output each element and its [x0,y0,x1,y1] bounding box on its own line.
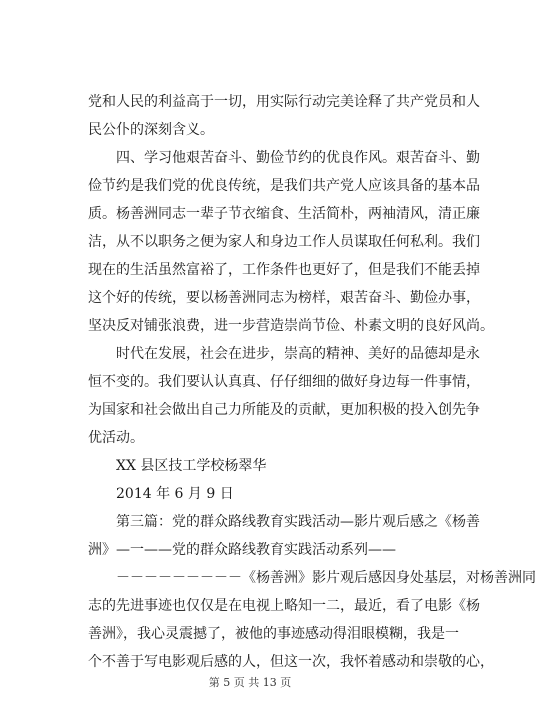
text-line: 洁，从不以职务之便为家人和身边工作人员谋取任何私利。我们 [88,234,480,250]
text-line: 个不善于写电影观后感的人，但这一次，我怀着感动和崇敬的心， [88,654,494,670]
text-line: 四、学习他艰苦奋斗、勤俭节约的优良作风。艰苦奋斗、勤 [116,150,480,166]
text-line: 洲》—一——党的群众路线教育实践活动系列—— [88,542,396,558]
text-line: 现在的生活虽然富裕了，工作条件也更好了，但是我们不能丢掉 [88,262,480,278]
signature-line: XX 县区技工学校杨翠华 [116,458,267,474]
text-line: 质。杨善洲同志一辈子节衣缩食、生活简朴，两袖清风，清正廉 [88,206,480,222]
text-line: 坚决反对铺张浪费，进一步营造崇尚节俭、朴素文明的良好风尚。 [88,318,494,334]
date-line: 2014 年 6 月 9 日 [116,486,234,502]
text-line: －－－－－－－－－《杨善洲》影片观后感因身处基层，对杨善洲同 [116,570,536,586]
document-body [88,88,536,676]
page-number-footer: 第 5 页 共 13 页 [208,676,292,689]
text-line: 志的先进事迹也仅仅是在电视上略知一二，最近，看了电影《杨 [88,598,480,614]
text-line: 党和人民的利益高于一切，用实际行动完美诠释了共产党员和人 [88,94,480,110]
text-line: 时代在发展，社会在进步，崇高的精神、美好的品德却是永 [116,346,480,362]
text-line: 俭节约是我们党的优良传统，是我们共产党人应该具备的基本品 [88,178,480,194]
text-line: 恒不变的。我们要认认真真、仔仔细细的做好身边每一件事情， [88,374,480,390]
section-heading: 第三篇：党的群众路线教育实践活动—影片观后感之《杨善 [116,514,480,530]
text-line: 善洲》，我心灵震撼了，被他的事迹感动得泪眼模糊，我是一 [88,626,459,642]
text-line: 这个好的传统，要以杨善洲同志为榜样，艰苦奋斗、勤俭办事， [88,290,480,306]
text-line: 优活动。 [88,430,144,446]
text-line: 民公仆的深刻含义。 [88,122,214,138]
text-line: 为国家和社会做出自己力所能及的贡献，更加积极的投入创先争 [88,402,480,418]
